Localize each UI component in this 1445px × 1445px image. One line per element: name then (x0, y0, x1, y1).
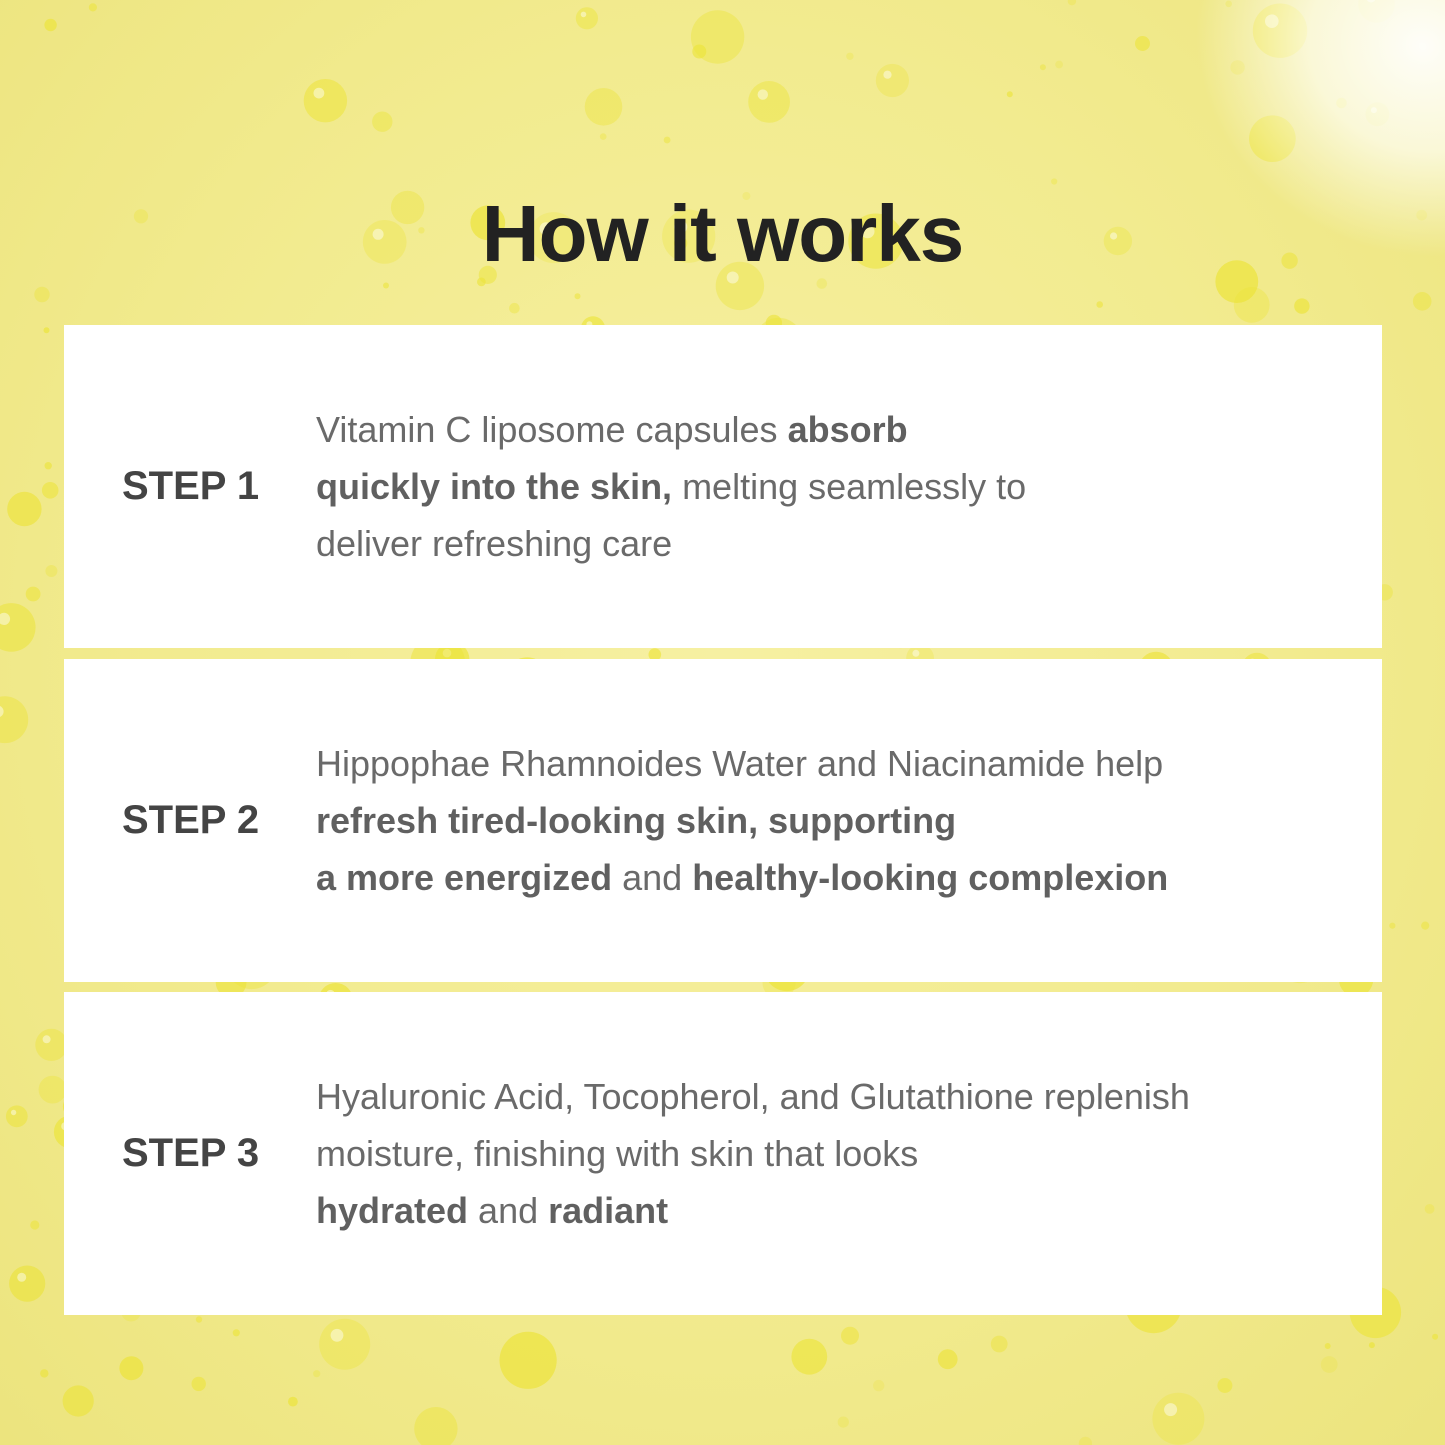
page-title: How it works (481, 189, 964, 278)
bubble-highlight (912, 650, 919, 657)
bubble (691, 10, 744, 63)
text-run: Hippophae Rhamnoides Water and Niacinamide help (316, 743, 1164, 784)
text-run: Hyaluronic Acid, Tocopherol, and Glutathione replenish (316, 1076, 1190, 1117)
bubble (1096, 301, 1103, 308)
text-run-bold: radiant (548, 1190, 669, 1231)
bubble (841, 1327, 859, 1345)
text-run: moisture, finishing with skin that looks (316, 1133, 919, 1174)
bubble (1325, 1343, 1331, 1349)
bubble (196, 1316, 202, 1322)
bubble (6, 1105, 28, 1127)
text-run: and (468, 1190, 549, 1231)
bubble (1234, 287, 1270, 323)
text-run: and (612, 857, 693, 898)
bubble (838, 1417, 849, 1428)
step-description (316, 659, 1356, 982)
bubble (7, 492, 41, 526)
bubble (372, 112, 392, 132)
description-line (316, 735, 1356, 792)
bubble (40, 1369, 48, 1377)
bubble (63, 1385, 94, 1416)
bubble (414, 1407, 457, 1445)
bubble-highlight (314, 88, 325, 99)
text-run-bold: hydrated (316, 1190, 469, 1231)
text-run-bold: absorb (787, 409, 908, 450)
step-label: STEP 1 (122, 464, 260, 508)
bubble (288, 1397, 298, 1407)
step-card-2 (64, 659, 1382, 982)
bubble (1413, 292, 1432, 311)
bubble (846, 53, 853, 60)
step-label: STEP 2 (122, 798, 260, 842)
description-line (316, 1068, 1356, 1125)
bubble (44, 327, 50, 333)
bubble (748, 81, 790, 123)
bubble (509, 303, 520, 314)
bubble (39, 1076, 67, 1104)
bubble (1135, 36, 1150, 51)
bubble (44, 19, 56, 31)
bubble (991, 1336, 1008, 1353)
description-line (316, 792, 1356, 849)
description-line (316, 849, 1356, 906)
bubble (1432, 1334, 1438, 1340)
bubble (876, 64, 909, 97)
bubble (35, 1029, 67, 1061)
bubble (791, 1339, 827, 1375)
bubble (1152, 1393, 1204, 1445)
bubble-highlight (331, 1329, 344, 1342)
text-run: deliver refreshing care (316, 523, 673, 564)
bubble-highlight (43, 1035, 51, 1043)
text-run-bold: refresh tired-looking skin, supporting (316, 800, 957, 841)
text-run-bold: quickly into the skin, (316, 466, 673, 507)
text-run-bold: a more energized (316, 857, 613, 898)
bubble-highlight (11, 1110, 16, 1115)
bubble (233, 1329, 240, 1336)
description-line (316, 515, 1356, 572)
bubble-highlight (883, 71, 891, 79)
bubble (938, 1349, 958, 1369)
bubble (9, 1266, 45, 1302)
bubble (192, 1377, 206, 1391)
description-line (316, 458, 1356, 515)
text-run: Vitamin C liposome capsules (316, 409, 788, 450)
bubble (1051, 178, 1057, 184)
step-label: STEP 3 (122, 1131, 260, 1175)
bubble-highlight (581, 12, 587, 18)
bubble-highlight (17, 1273, 26, 1282)
bubble (585, 88, 623, 126)
bubble (576, 7, 598, 29)
bubble (304, 79, 347, 122)
bubble (1068, 0, 1076, 5)
bubble-highlight (758, 89, 768, 99)
bubble (1007, 91, 1013, 97)
bubble (1425, 1204, 1435, 1214)
bubble (1369, 1342, 1375, 1348)
bubble (873, 1380, 884, 1391)
description-line (316, 1182, 1356, 1239)
bubble (30, 1220, 39, 1229)
bubble (1055, 61, 1063, 69)
step-card-1 (64, 325, 1382, 648)
bubble (0, 696, 28, 743)
bubble (42, 482, 59, 499)
bubble (1421, 922, 1429, 930)
bubble (119, 1356, 143, 1380)
step-description (316, 325, 1356, 648)
bubble (1217, 1378, 1232, 1393)
step-card-3 (64, 992, 1382, 1315)
description-line (316, 1125, 1356, 1182)
bubble (0, 603, 36, 652)
text-run: melting seamlessly to (672, 466, 1027, 507)
bubble (1321, 1356, 1338, 1373)
bubble (600, 133, 607, 140)
bubble (499, 1332, 556, 1389)
bubble (1079, 1437, 1092, 1445)
description-line (316, 401, 1356, 458)
text-run-bold: healthy-looking complexion (692, 857, 1169, 898)
step-description (316, 992, 1356, 1315)
bubble-highlight (1164, 1403, 1177, 1416)
bubble (664, 137, 671, 144)
bubble (383, 283, 389, 289)
bubble (89, 3, 97, 11)
bubble (45, 462, 52, 469)
bubble (1040, 64, 1046, 70)
bubble (45, 565, 57, 577)
bubble (1294, 298, 1309, 313)
bubble (313, 1370, 320, 1377)
bubble (34, 287, 49, 302)
bubble (575, 293, 581, 299)
bubble (26, 587, 41, 602)
bubble (1389, 923, 1395, 929)
bubble (319, 1319, 370, 1370)
